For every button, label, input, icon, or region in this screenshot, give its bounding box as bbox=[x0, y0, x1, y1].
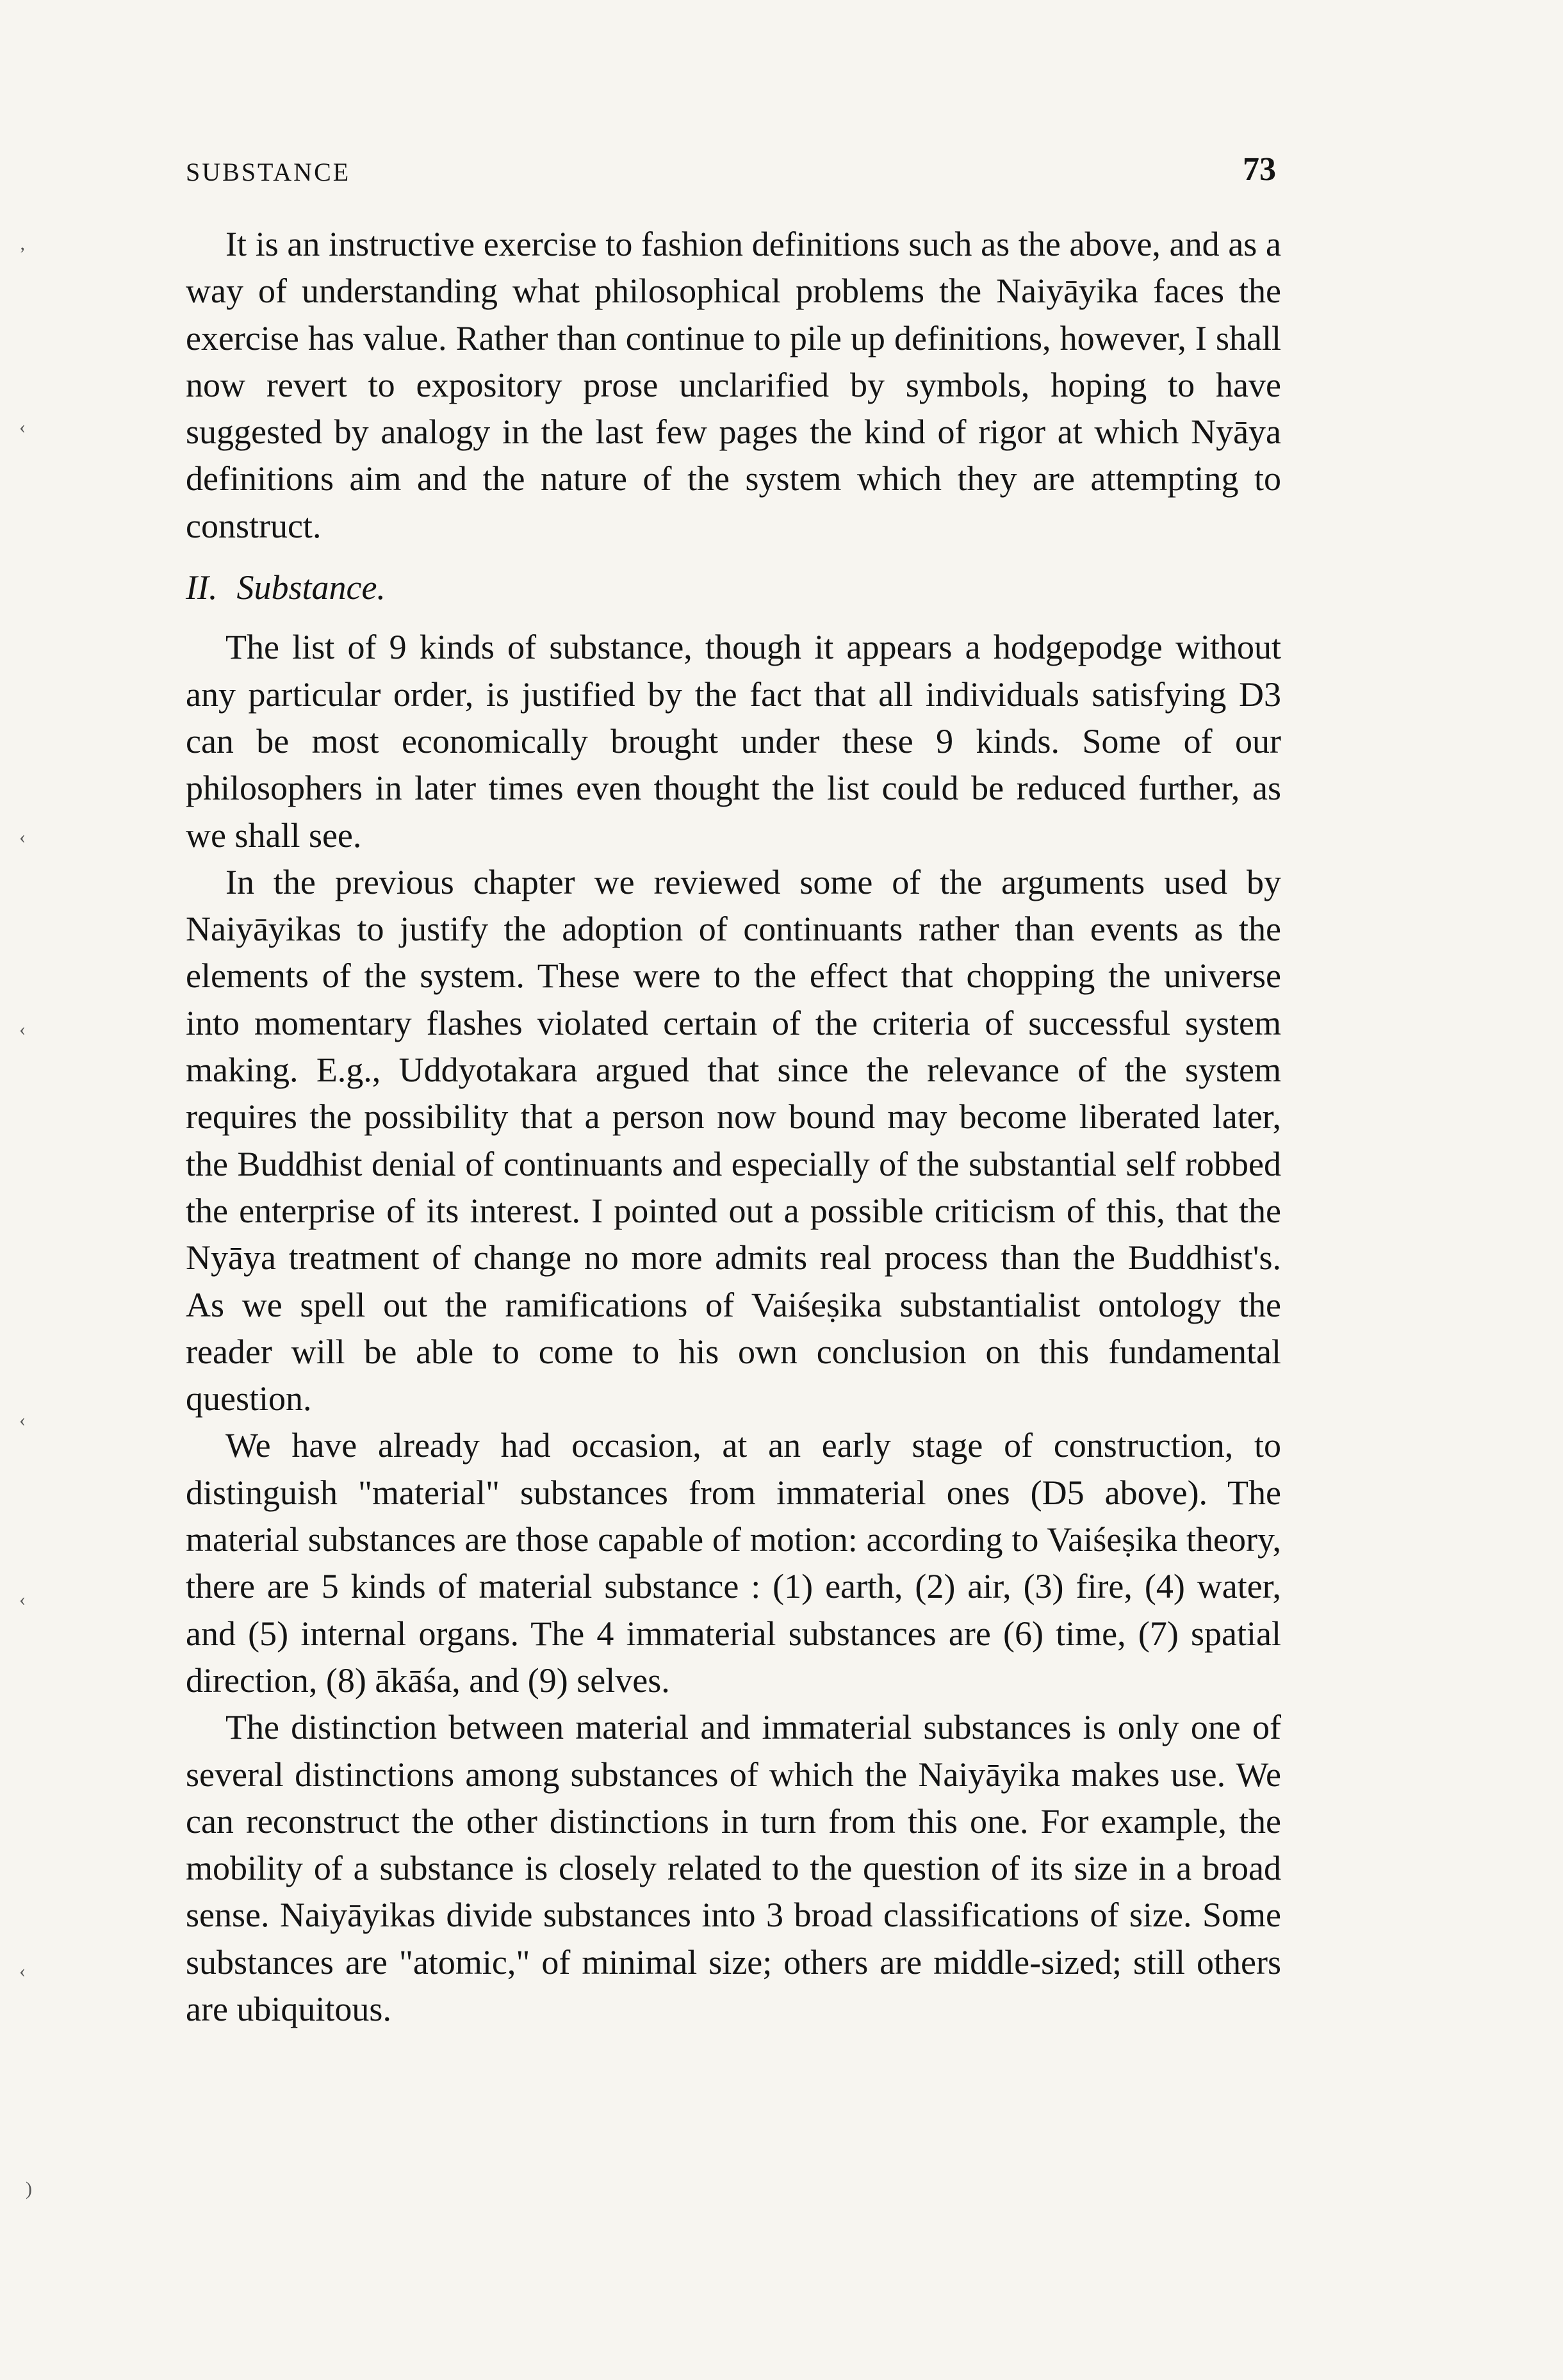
section-heading bbox=[186, 564, 1281, 611]
margin-speck: ‹ bbox=[19, 1589, 26, 1610]
page-number: 73 bbox=[1243, 151, 1276, 188]
running-head: SUBSTANCE bbox=[186, 158, 351, 186]
paragraph-5: The distinction between material and immaterial substances is only one of several distinctions among substances of which the Naiyāyika makes use. We can reconstruct the other distinctions in turn from this one. For example, the mobility of a substance is closely related to the question of its size in a broad sense. Naiyāyikas divide substances into 3 broad classifications of size. Some substances are "atomic," of minimal size; others are middle-sized; still others are ubiquitous. bbox=[186, 1708, 1281, 2028]
paragraph-3: In the previous chapter we reviewed some of the arguments used by Naiyāyikas to justify the adoption of continuants rather than events as the elements of the system. These were to the effect that chopping the universe into momentary flashes violated certain of the criteria of successful system making. E.g., Uddyotakara argued that since the relevance of the system requires the possibility that a person now bound may become liberated later, the Buddhist denial of continuants and especially of the substantial self robbed the enterprise of its interest. I pointed out a possible criticism of this, that the Nyāya treatment of change no more admits real process than the Buddhist's. As we spell out the ramifications of Vaiśeṣika substantialist ontology the reader will be able to come to his own conclusion on this fundamental question. bbox=[186, 862, 1281, 1418]
body-text bbox=[186, 221, 1281, 2033]
margin-speck: ‹ bbox=[19, 1960, 26, 1982]
paragraph-4: We have already had occasion, at an early stage of construction, to distinguish "material" substances from immaterial ones (D5 above). The material substances are those capable of motion: according to Vaiśeṣika theory, there are 5 kinds of material substance : (1) earth, (2) air, (3) fire, (4) water, and (5) internal organs. The 4 immaterial substances are (6) time, (7) spatial direction, (8) ākāśa, and (9) selves. bbox=[186, 1426, 1281, 1700]
margin-speck: ‹ bbox=[19, 1409, 26, 1431]
margin-speck: ‹ bbox=[19, 416, 26, 438]
section-number: II. bbox=[186, 568, 218, 607]
margin-speck: ‹ bbox=[19, 826, 26, 848]
margin-speck: ‹ bbox=[19, 1019, 26, 1040]
margin-speck: ) bbox=[26, 2178, 32, 2199]
paragraph-2: The list of 9 kinds of substance, though it appears a hodgepodge without any particular order, is justified by the fact that all individuals satisfying D3 can be most economically brought under these 9 kinds. Some of our philosophers in later times even thought the list could be reduced further, as we shall see. bbox=[186, 628, 1281, 855]
section-title: Substance. bbox=[236, 568, 386, 607]
paragraph-1: It is an instructive exercise to fashion definitions such as the above, and as a way of understanding what philosophical problems the Naiyāyika faces the exercise has value. Rather than continue to pile up definitions, however, I shall now revert to expository prose unclarified by symbols, hoping to have suggested by analogy in the last few pages the kind of rigor at which Nyāya definitions aim and the nature of the system which they are attempting to construct. bbox=[186, 225, 1281, 545]
margin-speck: ’ bbox=[19, 243, 26, 265]
